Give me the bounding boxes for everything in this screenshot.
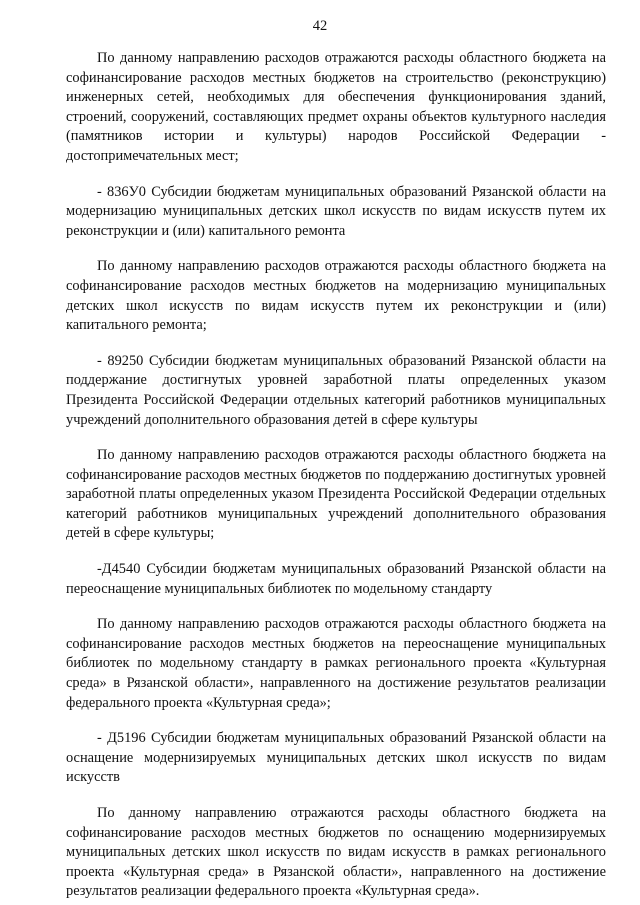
- paragraph-subsidy-item: - Д5196 Субсидии бюджетам муниципальных образований Рязанской области на оснащение модернизируемых муниципальных детских школ искусств по видам искусств: [66, 730, 606, 786]
- paragraph-subsidy-item: -Д4540 Субсидии бюджетам муниципальных образований Рязанской области на переоснащение муниципальных библиотек по модельному стандарту: [66, 561, 606, 597]
- paragraph-expense-description: По данному направлению расходов отражаются расходы областного бюджета на софинансирование расходов местных бюджетов на переоснащение муниципальных библиотек по модельному стандарту в рамках регионального проекта «Культурная среда» в Рязанской области», направленного на достижение результатов реализации федерального проекта «Культурная среда»;: [66, 616, 606, 711]
- paragraph-subsidy-item: - 89250 Субсидии бюджетам муниципальных образований Рязанской области на поддержание достигнутых уровней заработной платы определенных указом Президента Российской Федерации отдельных категорий работников муниципальных учреждений дополнительного образования детей в сфере культуры: [66, 352, 606, 428]
- paragraph-expense-description: По данному направлению расходов отражаются расходы областного бюджета на софинансирование расходов местных бюджетов на строительство (реконструкцию) инженерных сетей, необходимых для обеспечения функционирования зданий, строений, сооружений, составляющих предмет охраны объектов культурного наследия (памятников истории и культуры) народов Российской Федерации - достопримечательных мест;: [66, 50, 606, 164]
- paragraph-expense-description: По данному направлению расходов отражаются расходы областного бюджета на софинансирование расходов местных бюджетов на модернизацию муниципальных детских школ искусств по видам искусств путем их реконструкции и (или) капитального ремонта;: [66, 258, 606, 334]
- paragraph-expense-description: По данному направлению расходов отражаются расходы областного бюджета на софинансирование расходов местных бюджетов по поддержанию достигнутых уровней заработной платы определенных указом Президента Российской Федерации отдельных категорий работников муниципальных учреждений дополнительного образования детей в сфере культуры;: [66, 447, 606, 542]
- page-number: 42: [312, 18, 328, 34]
- paragraph-subsidy-item: - 836У0 Субсидии бюджетам муниципальных образований Рязанской области на модернизацию муниципальных детских школ искусств по видам искусств путем их реконструкции и (или) капитального ремонта: [66, 183, 606, 239]
- page-body: [66, 49, 606, 902]
- paragraph-expense-description: По данному направлению отражаются расходы областного бюджета на софинансирование расходов местных бюджетов по оснащению модернизируемых муниципальных детских школ искусств по видам искусств в рамках регионального проекта «Культурная среда» в Рязанской области», направленного на достижение результатов реализации федерального проекта «Культурная среда».: [66, 805, 606, 900]
